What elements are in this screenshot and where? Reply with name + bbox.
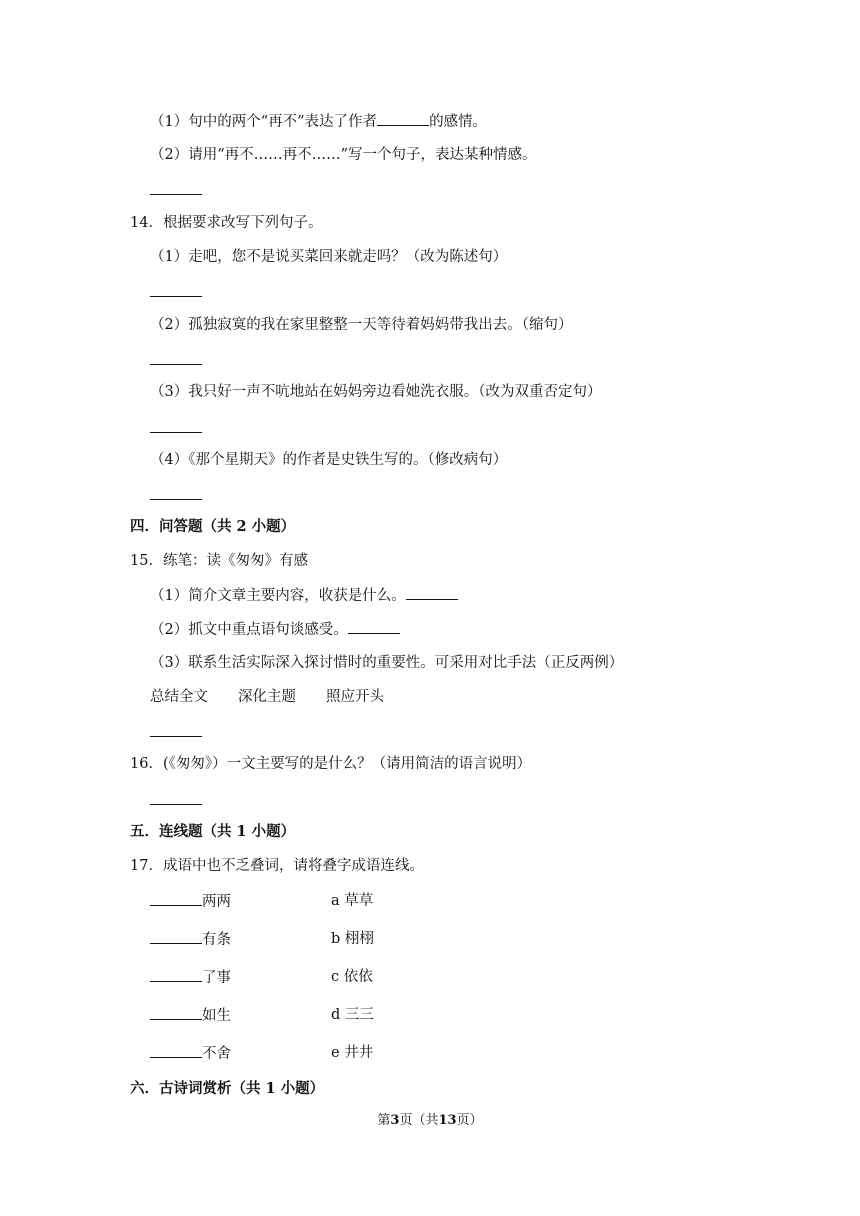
answer-blank[interactable] <box>406 585 458 600</box>
match-right-item: b 栩栩 <box>331 931 374 947</box>
footer-prefix: 第 <box>377 1113 391 1128</box>
footer-total-pages: 13 <box>438 1113 457 1128</box>
q13-sub2: （2）请用“再不……再不……”写一个句子，表达某种情感。 <box>150 147 537 163</box>
q15-word-2: 深化主题 <box>238 689 296 705</box>
answer-blank[interactable] <box>150 891 202 906</box>
match-left-text: 不舍 <box>202 1046 231 1062</box>
answer-blank[interactable] <box>150 735 202 737</box>
match-left-text: 了事 <box>202 970 231 986</box>
footer-page-number: 3 <box>390 1113 400 1128</box>
match-left-text: 有条 <box>202 932 231 948</box>
match-right-item: d 三三 <box>331 1007 374 1023</box>
match-left-text: 两两 <box>202 894 231 910</box>
q15-sub1 <box>150 585 458 606</box>
match-left-item <box>150 967 231 988</box>
page-footer <box>0 1111 860 1131</box>
q15-sub2 <box>150 619 400 640</box>
answer-blank[interactable] <box>150 498 202 500</box>
answer-blank[interactable] <box>150 193 202 195</box>
q14-sub2: （2）孤独寂寞的我在家里整整一天等待着妈妈带我出去。（缩句） <box>150 317 573 333</box>
q17-title: 17．成语中也不乏叠词，请将叠字成语连线。 <box>130 858 424 874</box>
match-right-item: e 井井 <box>331 1045 374 1061</box>
footer-suffix: 页） <box>456 1113 483 1128</box>
match-right-item: a 草草 <box>331 893 374 909</box>
match-left-item <box>150 891 231 912</box>
answer-blank[interactable] <box>150 431 202 433</box>
answer-blank[interactable] <box>377 111 429 126</box>
answer-blank[interactable] <box>150 929 202 944</box>
answer-blank[interactable] <box>150 363 202 365</box>
section-5-heading: 五．连线题（共 1 小题） <box>130 823 296 840</box>
answer-blank[interactable] <box>150 967 202 982</box>
match-right-item: c 依依 <box>331 969 373 985</box>
q15-sub1-text: （1）简介文章主要内容，收获是什么。 <box>150 588 406 604</box>
q13-sub1-text: （1）句中的两个“再不”表达了作者 <box>150 114 378 130</box>
section-4-heading: 四．问答题（共 2 小题） <box>130 518 296 535</box>
match-left-item <box>150 1005 231 1026</box>
section-6-heading: 六．古诗词赏析（共 1 小题） <box>130 1080 325 1097</box>
answer-blank[interactable] <box>150 295 202 297</box>
q15-word-1: 总结全文 <box>150 689 208 705</box>
answer-blank[interactable] <box>348 619 400 634</box>
q13-sub1-tail: 的感情。 <box>429 114 488 130</box>
q15-words <box>150 687 384 707</box>
q15-sub2-text: （2）抓文中重点语句谈感受。 <box>150 622 348 638</box>
answer-blank[interactable] <box>150 803 202 805</box>
q15-word-3: 照应开头 <box>326 689 384 705</box>
match-left-item <box>150 1043 231 1064</box>
q13-sub1 <box>150 111 487 132</box>
q14-title: 14．根据要求改写下列句子。 <box>130 215 323 231</box>
answer-blank[interactable] <box>150 1005 202 1020</box>
answer-blank[interactable] <box>150 1043 202 1058</box>
q14-sub3: （3）我只好一声不吭地站在妈妈旁边看她洗衣服。（改为双重否定句） <box>150 384 602 400</box>
q15-title: 15．练笔：读《匆匆》有感 <box>130 553 308 569</box>
q14-sub4: （4）《那个星期天》的作者是史铁生写的。（修改病句） <box>150 452 508 468</box>
q15-sub3: （3）联系生活实际深入探讨惜时的重要性。可采用对比手法（正反两例） <box>150 655 624 671</box>
q14-sub1: （1）走吧，您不是说买菜回来就走吗？（改为陈述句） <box>150 249 508 265</box>
footer-middle: 页（共 <box>399 1113 439 1128</box>
match-left-item <box>150 929 231 950</box>
q16-title: 16．(《匆匆》）一文主要写的是什么？（请用简洁的语言说明） <box>130 756 532 772</box>
match-left-text: 如生 <box>202 1008 231 1024</box>
